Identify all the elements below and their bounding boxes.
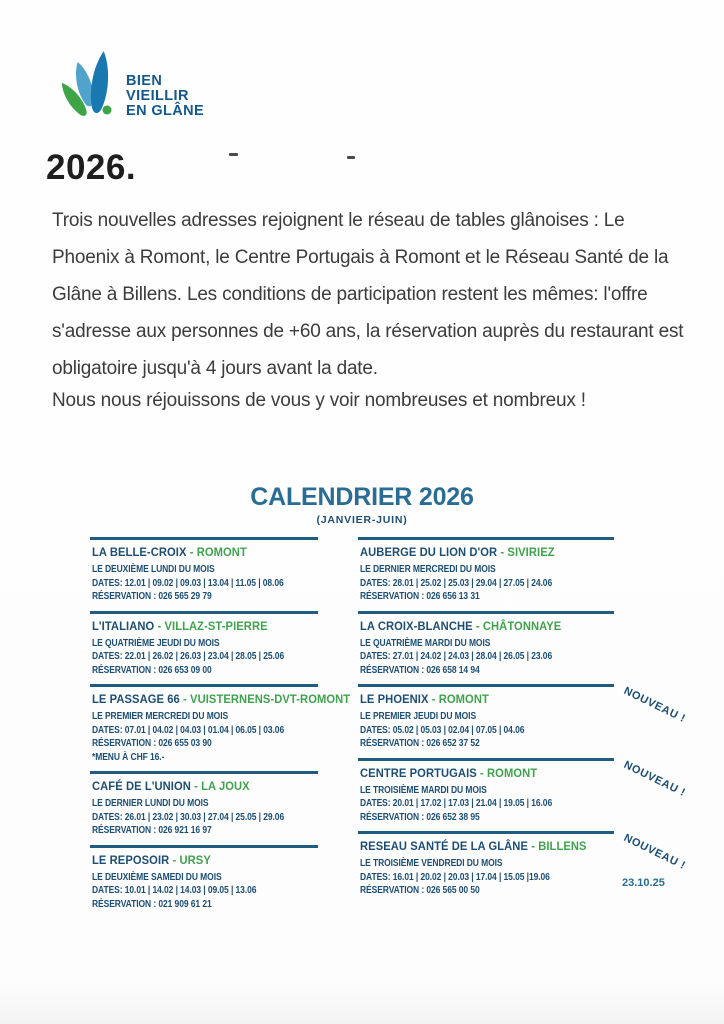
entry-reservation: RÉSERVATION : 026 658 14 94 bbox=[360, 664, 480, 676]
name-separator: - bbox=[179, 692, 191, 706]
entry-dates: DATES: 20.01 | 17.02 | 17.03 | 21.04 | 19.05 | 16.06 bbox=[360, 798, 553, 809]
entry-dates: DATES: 05.02 | 05.03 | 02.04 | 07.05 | 04.06 bbox=[360, 724, 525, 736]
name-separator: - bbox=[428, 692, 439, 706]
entry-reservation: RÉSERVATION : 026 655 03 90 bbox=[92, 738, 212, 749]
entry-schedule: LE PREMIER MERCREDI DU MOIS bbox=[92, 711, 229, 722]
entry-name-row bbox=[360, 766, 596, 780]
entry-dates: DATES: 26.01 | 23.02 | 30.03 | 27.04 | 25.05 | 29.06 bbox=[92, 811, 285, 823]
restaurant-location: SIVIRIEZ bbox=[507, 545, 555, 559]
entry-dates: DATES: 16.01 | 20.02 | 20.03 | 17.04 | 15.05 |19.06 bbox=[360, 871, 550, 883]
logo-line-2: VIEILLIR bbox=[126, 88, 189, 104]
restaurant-name: AUBERGE DU LION D'OR bbox=[360, 545, 498, 559]
logo-wordmark bbox=[126, 74, 204, 119]
entry-reservation: RÉSERVATION : 026 565 29 79 bbox=[92, 591, 212, 602]
calendar-title: CALENDRIER 2026 bbox=[250, 483, 474, 511]
entry-name-row bbox=[92, 619, 302, 633]
entry-name-row bbox=[92, 692, 351, 706]
restaurant-entry bbox=[90, 845, 318, 919]
entry-dates: DATES: 27.01 | 24.02 | 24.03 | 28.04 | 26.05 | 23.06 bbox=[360, 651, 553, 662]
entry-schedule: LE TROISIÈME MARDI DU MOIS bbox=[360, 784, 487, 796]
restaurant-location: VUISTERNENS-DVT-ROMONT bbox=[190, 692, 351, 706]
entry-dates: DATES: 28.01 | 25.02 | 25.03 | 29.04 | 27.05 | 24.06 bbox=[360, 577, 553, 589]
name-separator: - bbox=[497, 545, 508, 559]
restaurant-name: RESEAU SANTÉ DE LA GLÂNE bbox=[360, 839, 528, 853]
entry-dates: DATES: 10.01 | 14.02 | 14.03 | 09.05 | 13.06 bbox=[92, 885, 257, 896]
restaurant-name: CAFÉ DE L'UNION bbox=[92, 779, 191, 793]
entry-schedule: LE TROISIÈME VENDREDI DU MOIS bbox=[360, 858, 503, 869]
entry-name-row bbox=[360, 619, 596, 633]
restaurant-entry bbox=[358, 758, 688, 832]
intro-paragraph: Trois nouvelles adresses rejoignent le réseau de tables glânoises : Le Phoenix à Romont, le Centre Portugais à Romont et le Réseau Santé de la Glâne à Billens. Les conditions de participation restent les mêmes: l'offre s'adresse aux personnes de +60 ans, la réservation auprès du restaurant est obligatoire jusqu'à 4 jours avant la date. bbox=[52, 210, 684, 379]
restaurant-entry bbox=[90, 771, 318, 845]
name-separator: - bbox=[190, 779, 202, 793]
restaurant-name: LA CROIX-BLANCHE bbox=[360, 618, 473, 633]
restaurant-location: CHÂTONNAYE bbox=[482, 618, 562, 633]
nouveau-badge: NOUVEAU ! bbox=[621, 684, 688, 726]
entry-schedule: LE DERNIER MERCREDI DU MOIS bbox=[360, 564, 496, 575]
nouveau-badge: NOUVEAU ! bbox=[621, 758, 688, 799]
entry-reservation: RÉSERVATION : 026 656 13 31 bbox=[360, 591, 480, 602]
entry-schedule: LE QUATRIÈME MARDI DU MOIS bbox=[360, 637, 491, 649]
restaurant-name: LA BELLE-CROIX bbox=[92, 545, 187, 559]
entry-schedule: LE DEUXIÈME SAMEDI DU MOIS bbox=[92, 871, 222, 883]
restaurant-entry bbox=[90, 684, 351, 771]
bien-vieillir-en-glane-logo bbox=[62, 48, 204, 120]
restaurant-name: LE PASSAGE 66 bbox=[92, 692, 180, 706]
entry-dates: DATES: 22.01 | 26.02 | 26.03 | 23.04 | 28.05 | 25.06 bbox=[92, 651, 285, 662]
leaves-icon bbox=[62, 48, 120, 120]
nouveau-badge: NOUVEAU ! bbox=[621, 831, 688, 873]
entry-schedule: LE QUATRIÈME JEUDI DU MOIS bbox=[92, 637, 220, 649]
entry-schedule: LE DERNIER LUNDI DU MOIS bbox=[92, 798, 209, 809]
name-separator: - bbox=[154, 618, 165, 633]
restaurant-location: BILLENS bbox=[538, 839, 587, 853]
restaurant-location: ROMONT bbox=[487, 765, 538, 780]
entry-note: *MENU À CHF 16.- bbox=[92, 751, 165, 763]
restaurant-name: CENTRE PORTUGAIS bbox=[360, 765, 477, 780]
restaurant-location: VILLAZ-ST-PIERRE bbox=[164, 618, 268, 633]
intro-closing-line: Nous nous réjouissons de vous y voir nombreuses et nombreux ! bbox=[52, 390, 586, 411]
name-separator: - bbox=[472, 618, 483, 633]
logo-line-1: BIEN bbox=[126, 73, 163, 89]
name-separator: - bbox=[476, 765, 488, 780]
entry-dates: DATES: 12.01 | 09.02 | 09.03 | 13.04 | 11.05 | 08.06 bbox=[92, 577, 284, 589]
restaurant-location: ROMONT bbox=[196, 545, 247, 559]
entry-reservation: RÉSERVATION : 026 565 00 50 bbox=[360, 885, 480, 896]
restaurant-entry bbox=[358, 537, 614, 611]
entry-dates: DATES: 07.01 | 04.02 | 04.03 | 01.04 | 06.05 | 03.06 bbox=[92, 724, 285, 736]
restaurant-entry bbox=[358, 611, 614, 685]
entry-schedule: LE PREMIER JEUDI DU MOIS bbox=[360, 711, 477, 722]
calendar-column-left bbox=[90, 537, 351, 918]
scan-artifact-dash bbox=[347, 156, 355, 159]
restaurant-location: URSY bbox=[179, 852, 211, 867]
entry-reservation: RÉSERVATION : 026 921 16 97 bbox=[92, 825, 212, 836]
entry-schedule: LE DEUXIÈME LUNDI DU MOIS bbox=[92, 564, 215, 575]
entry-name-row bbox=[360, 692, 596, 706]
restaurant-location: ROMONT bbox=[438, 692, 489, 706]
name-separator: - bbox=[169, 852, 180, 867]
entry-reservation: RÉSERVATION : 026 652 38 95 bbox=[360, 811, 480, 823]
entry-name-row bbox=[360, 545, 596, 559]
restaurant-name: LE PHOENIX bbox=[360, 692, 429, 706]
document-date: 23.10.25 bbox=[622, 877, 665, 889]
restaurant-entry bbox=[90, 611, 318, 685]
entry-name-row bbox=[92, 779, 302, 793]
name-separator: - bbox=[527, 839, 539, 853]
restaurant-name: L'ITALIANO bbox=[92, 618, 155, 633]
entry-name-row bbox=[360, 839, 596, 853]
restaurant-name: LE REPOSOIR bbox=[92, 852, 170, 867]
calendar-subtitle: (JANVIER-JUIN) bbox=[316, 514, 408, 526]
entry-reservation: RÉSERVATION : 021 909 61 21 bbox=[92, 898, 212, 910]
logo-line-3: EN GLÂNE bbox=[126, 103, 205, 119]
restaurant-entry bbox=[90, 537, 318, 611]
document-title-year: 2026. bbox=[46, 148, 137, 187]
entry-name-row bbox=[92, 853, 302, 867]
entry-reservation: RÉSERVATION : 026 652 37 52 bbox=[360, 738, 480, 749]
entry-reservation: RÉSERVATION : 026 653 09 00 bbox=[92, 664, 212, 676]
entry-name-row bbox=[92, 545, 302, 559]
name-separator: - bbox=[186, 545, 197, 559]
restaurant-location: LA JOUX bbox=[201, 779, 250, 793]
scan-artifact-dash bbox=[229, 153, 238, 156]
restaurant-entry bbox=[358, 684, 688, 758]
